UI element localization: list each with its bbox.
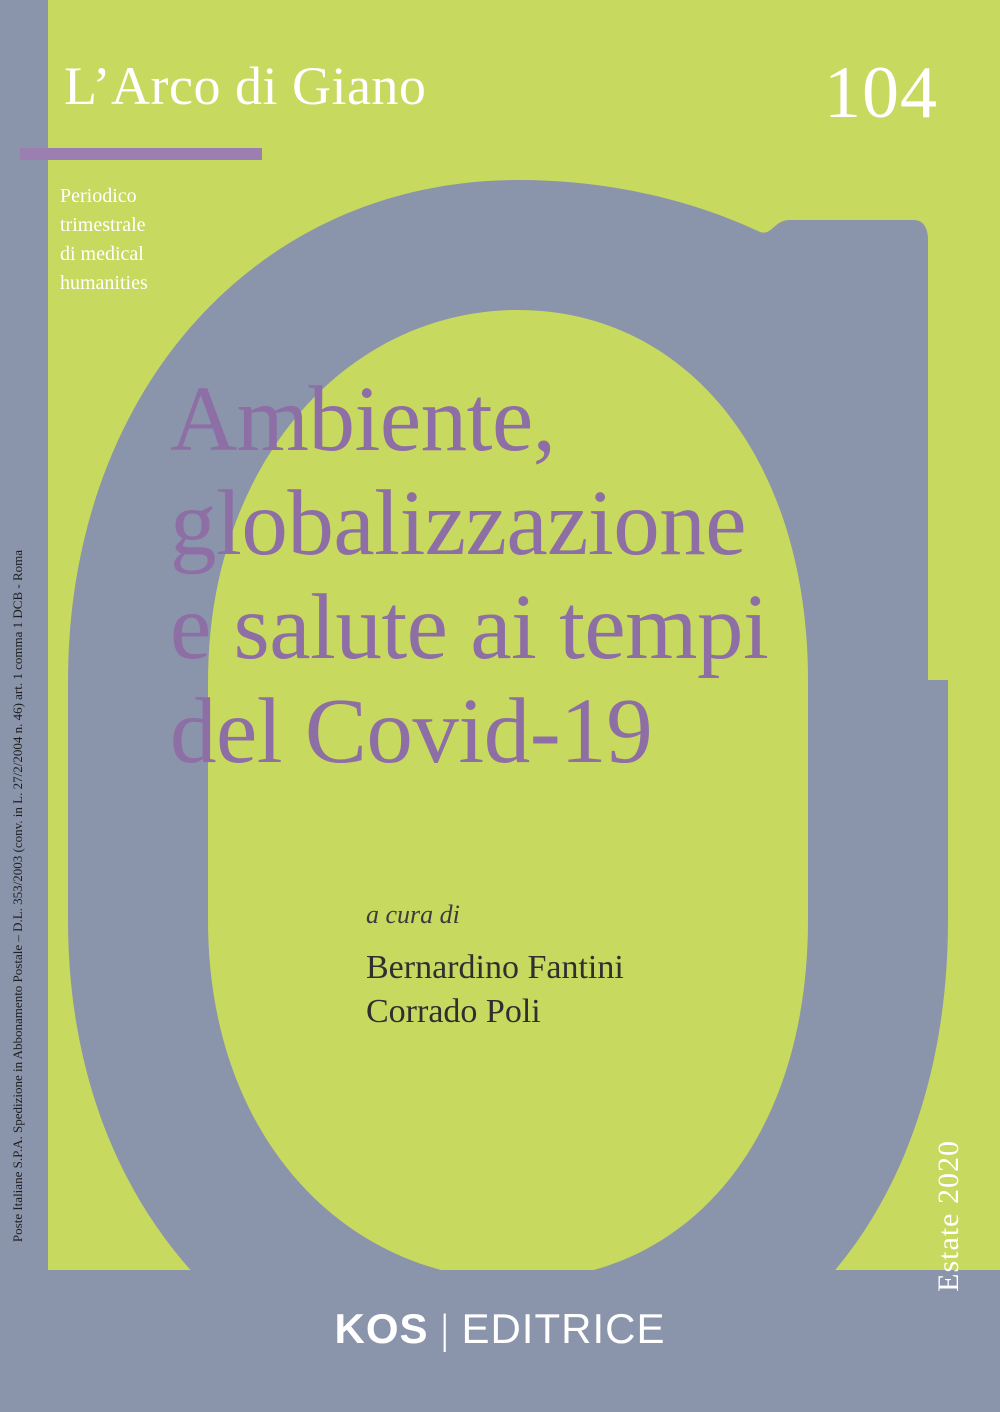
subtitle-line-3: di medical bbox=[60, 243, 144, 265]
publisher-logo bbox=[0, 1305, 1000, 1354]
title-line: Ambiente, bbox=[170, 368, 556, 471]
editors-label: a cura di bbox=[366, 900, 460, 929]
publisher-separator: | bbox=[440, 1307, 450, 1353]
publisher-suffix: EDITRICE bbox=[461, 1305, 666, 1352]
page-title bbox=[170, 368, 930, 785]
issue-number: 104 bbox=[824, 52, 938, 134]
editor-name: Bernardino Fantini bbox=[366, 949, 624, 986]
masthead-rule bbox=[20, 148, 262, 160]
subtitle-line-1: Periodico bbox=[60, 185, 137, 207]
title-line: globalizzazione bbox=[170, 472, 747, 576]
subtitle-line-4: humanities bbox=[60, 272, 148, 294]
editors-block bbox=[366, 900, 624, 1033]
publisher-name: KOS bbox=[334, 1305, 429, 1352]
editor-name: Corrado Poli bbox=[366, 992, 541, 1030]
title-line: e salute ai tempi bbox=[170, 576, 769, 680]
title-line: del Covid-19 bbox=[170, 680, 653, 784]
subtitle-line-2: trimestrale bbox=[60, 214, 146, 236]
periodical-subtitle bbox=[60, 182, 240, 298]
season-label: Estate 2020 bbox=[932, 1140, 965, 1292]
masthead-title: L’Arco di Giano bbox=[64, 56, 427, 116]
decorative-letter-g bbox=[48, 160, 1000, 1412]
postal-note: Poste Italiane S.P.A. Spedizione in Abbonamento Postale – D.L. 353/2003 (conv. in L. 27/2/2004 n. 46) art. 1 comma 1 DCB - Roma bbox=[10, 549, 25, 1242]
